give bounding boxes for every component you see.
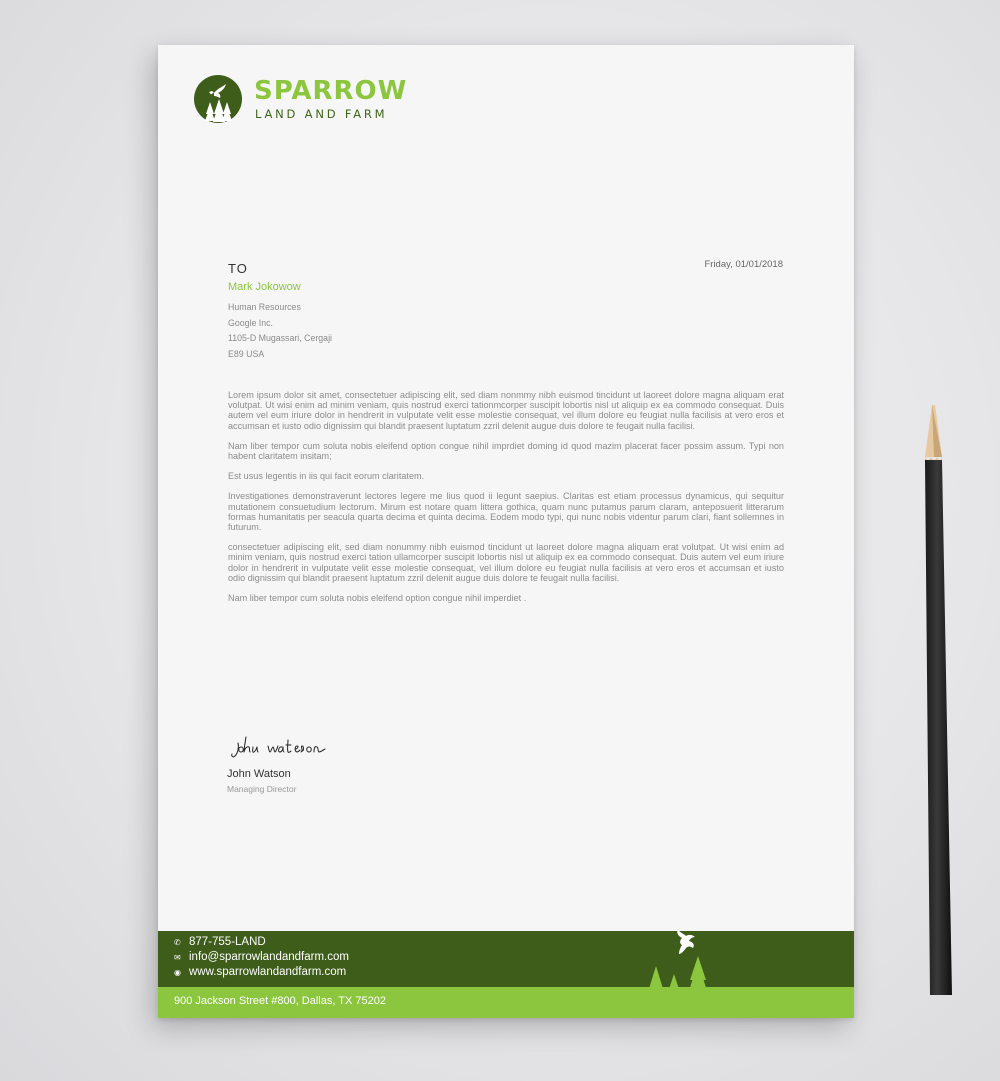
letter-date: Friday, 01/01/2018: [704, 259, 783, 270]
body-paragraph: Nam liber tempor cum soluta nobis eleifend option congue nihil imperdiet .: [228, 593, 527, 604]
signer-title: Managing Director: [227, 784, 297, 794]
letterhead-sheet: [158, 45, 854, 1018]
address-line: Google Inc.: [228, 317, 273, 328]
footer-email: [174, 951, 349, 963]
globe-icon: ◉: [174, 968, 181, 977]
body-paragraph: Nam liber tempor cum soluta nobis eleifend option congue nihil imprdiet doming id quod mazim placerat facer possim assum. Typi non habent claritatem insitam;: [228, 440, 784, 462]
brand-logo: [193, 74, 433, 124]
body-paragraph: Lorem ipsum dolor sit amet, consectetuer adipiscing elit, sed diam nonmmy nibh euismod tincidunt ut laoreet dolore magna aliquam erat volutpat. Ut wisi enim ad minim veniam, quis nostrud exerci tationmcorper suscipit lobortis nisl ut aliquip ex ea commodo consequat. Duis autem vel eum iriure dolor in hendrerit in vulputate velit esse molestie consequat, vel illum dolore eu feugiat nulla facilisis at vero eros et accumsan et iusto odio dignissim qui blandit praesent luptatum zzril delenit augue duis dolore te feugait nulla facilisi.: [228, 390, 784, 431]
letter-body: [228, 390, 784, 613]
footer-address-band: [158, 987, 854, 1018]
signer-name: John Watson: [227, 768, 291, 780]
recipient-address: [228, 300, 332, 362]
to-label: TO: [228, 261, 248, 276]
website-url: www.sparrowlandandfarm.com: [189, 966, 347, 978]
brand-name: SPARROW: [254, 76, 408, 106]
footer-contact-band: [158, 931, 854, 987]
phone-icon: ✆: [174, 938, 181, 947]
brand-tagline: LAND AND FARM: [255, 107, 388, 121]
phone-number: 877-755-LAND: [189, 936, 266, 948]
address-line: Human Resources: [228, 302, 301, 312]
sparrow-trees-icon: [646, 930, 732, 1012]
address-line: 1105-D Mugassari, Cergaji: [228, 333, 332, 343]
footer-website: [174, 966, 346, 978]
body-paragraph: Investigationes demonstraverunt lectores legere me lius quod ii legunt saepius. Claritas est etiam processus dynamicus, qui sequitur mutationem consuetudium lectorum. Mirum est notare quam littera gothica, quam nunc putamus parum claram, anteposuerit litterarum formas humanitatis per seacula quarta decima et quinta decima. Eodem modo typi, qui nunc nobis videntur parum clari, fiant sollemnes in futurum.: [228, 491, 784, 533]
email-address: info@sparrowlandandfarm.com: [189, 951, 349, 963]
body-paragraph: consectetuer adipiscing elit, sed diam nonummy nibh euismod tincidunt ut laoreet dolore magna aliquam erat volutpat. Ut wisi enim ad minim veniam, quis nostrud exerci tation ullamcorper suscipit lobortis nisl ut aliquip ex ea commodo consequat. Duis autem vel eum iriure dolor in hendrerit in vulputate velit esse molestie consequat, vel illum dolore eu feugiat nulla facilisis at vero eros et accumsan et iusto odio dignissim qui blandit praesent luptatum zzril delenit augue duis dolore te feugait nulla facilisi.: [228, 542, 784, 583]
recipient-name: Mark Jokowow: [228, 281, 301, 293]
address-line: E89 USA: [228, 348, 265, 359]
footer-phone: [174, 936, 266, 948]
body-paragraph: Est usus legentis in iis qui facit eorum claritatem.: [228, 471, 425, 482]
footer-address: 900 Jackson Street #800, Dallas, TX 75202: [174, 995, 386, 1007]
envelope-icon: ✉: [174, 953, 181, 962]
handwritten-signature: [230, 733, 370, 759]
sparrow-tree-logo-icon: [193, 74, 243, 124]
pencil: [918, 405, 952, 995]
